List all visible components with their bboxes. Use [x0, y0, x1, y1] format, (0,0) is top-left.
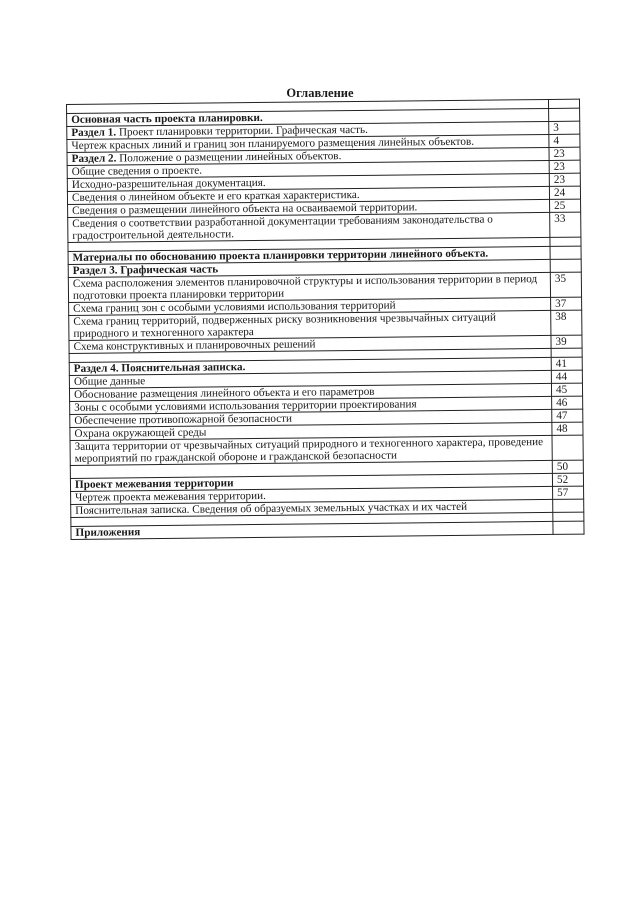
- toc-page-number: 23: [549, 173, 580, 186]
- toc-page-number: 38: [551, 310, 582, 335]
- toc-page-number: [549, 108, 580, 121]
- toc-entry-text: Сведения о размещении линейного объекта на осваиваемой территории.: [72, 201, 418, 217]
- toc-page-number: [553, 521, 584, 534]
- toc-entry-text: Пояснительная записка. Сведения об образуемых земельных участках и их частей: [75, 500, 468, 517]
- toc-page-number: 23: [549, 147, 580, 160]
- toc-page-number: 37: [551, 297, 582, 310]
- toc-entry-text: Положение о размещении линейных объектов.: [116, 150, 342, 165]
- toc-page-number: [550, 246, 581, 259]
- toc-page-number: 46: [552, 396, 583, 409]
- toc-page-number: 44: [551, 370, 582, 383]
- toc-entry-text: Обеспечение противопожарной безопасности: [74, 412, 293, 427]
- toc-page-number: 47: [552, 409, 583, 422]
- toc-page-number: [551, 348, 582, 357]
- toc-entry-text: Схема границ зон с особыми условиями использования территорий: [73, 299, 396, 315]
- toc-page-number: 50: [552, 460, 583, 473]
- toc-page-number: 25: [550, 199, 581, 212]
- toc-page-number: 45: [551, 383, 582, 396]
- toc-page-number: 48: [552, 422, 583, 435]
- toc-page-number: [550, 259, 581, 272]
- toc-entry-text: Общие данные: [73, 375, 146, 388]
- toc-page-number: 33: [550, 212, 581, 237]
- toc-entry-text: Проект планировки территории. Графическая часть.: [116, 123, 368, 139]
- toc-page-number: 41: [551, 357, 582, 370]
- toc-page-number: 23: [549, 160, 580, 173]
- toc-entry-text: Схема конструктивных и планировочных решений: [73, 338, 316, 353]
- table-of-contents: [66, 99, 585, 540]
- toc-entry-text: Защита территории от чрезвычайных ситуаций природного и техногенного характера, проведение мероприятий по гражданской обороне и гражданской безопасности: [74, 436, 544, 465]
- toc-entry-text: Зоны с особыми условиями использования территории проектирования: [74, 398, 417, 414]
- toc-entry-text: Раздел 4. Пояснительная записка.: [73, 361, 246, 375]
- toc-entry-text: Охрана окружающей среды: [74, 426, 207, 440]
- toc-page-number: 3: [549, 121, 580, 134]
- toc-page-number: 57: [553, 486, 584, 499]
- toc-entry-text: Материалы по обоснованию проекта планировки территории линейного объекта.: [72, 247, 489, 264]
- toc-entry-text: Исходно-разрешительная документация.: [71, 176, 266, 191]
- toc-entry-text: Схема расположения элементов планировочной структуры и использования территории в период подготовки проекта планировки территории: [72, 273, 538, 302]
- toc-page-number: [548, 99, 579, 108]
- toc-page-number: 52: [552, 473, 583, 486]
- toc-entry-text: Обоснование размещения линейного объекта и его параметров: [73, 385, 375, 401]
- toc-page-number: 35: [550, 272, 581, 297]
- toc-page-number: 24: [549, 186, 580, 199]
- toc-entry-text: Основная часть проекта планировки.: [71, 111, 263, 126]
- toc-page-number: 4: [549, 134, 580, 147]
- toc-entry-text: Приложения: [75, 526, 141, 539]
- toc-entry-text: Сведения о соответствии разработанной документации требованиям законодательства о градостроительной деятельности.: [72, 213, 493, 242]
- toc-section-prefix: Раздел 2.: [71, 152, 117, 165]
- toc-entry-text: Проект межевания территории: [74, 477, 234, 491]
- toc-section-prefix: Раздел 1.: [71, 126, 117, 139]
- toc-page-number: [550, 237, 581, 246]
- toc-entry-text: Общие сведения о проекте.: [71, 164, 203, 178]
- toc-page-number: [553, 512, 584, 521]
- toc-entry-text: Чертеж проекта межевания территории.: [75, 489, 266, 504]
- toc-entry-text: Чертеж красных линий и границ зон планируемого размещения линейных объектов.: [71, 135, 475, 152]
- toc-entry-text: Сведения о линейном объекте и его краткая характеристика.: [71, 188, 360, 204]
- toc-entry-text: Схема границ территорий, подверженных риску возникновения чрезвычайных ситуаций природного и техногенного характера: [73, 311, 497, 340]
- toc-entry-text: Раздел 3. Графическая часть: [72, 263, 219, 277]
- toc-table: [66, 99, 585, 540]
- page-title: Оглавление: [286, 86, 354, 100]
- toc-page-number: 39: [551, 335, 582, 348]
- toc-page-number: [553, 499, 584, 512]
- toc-page-number: [552, 435, 583, 460]
- toc-body: [67, 99, 585, 539]
